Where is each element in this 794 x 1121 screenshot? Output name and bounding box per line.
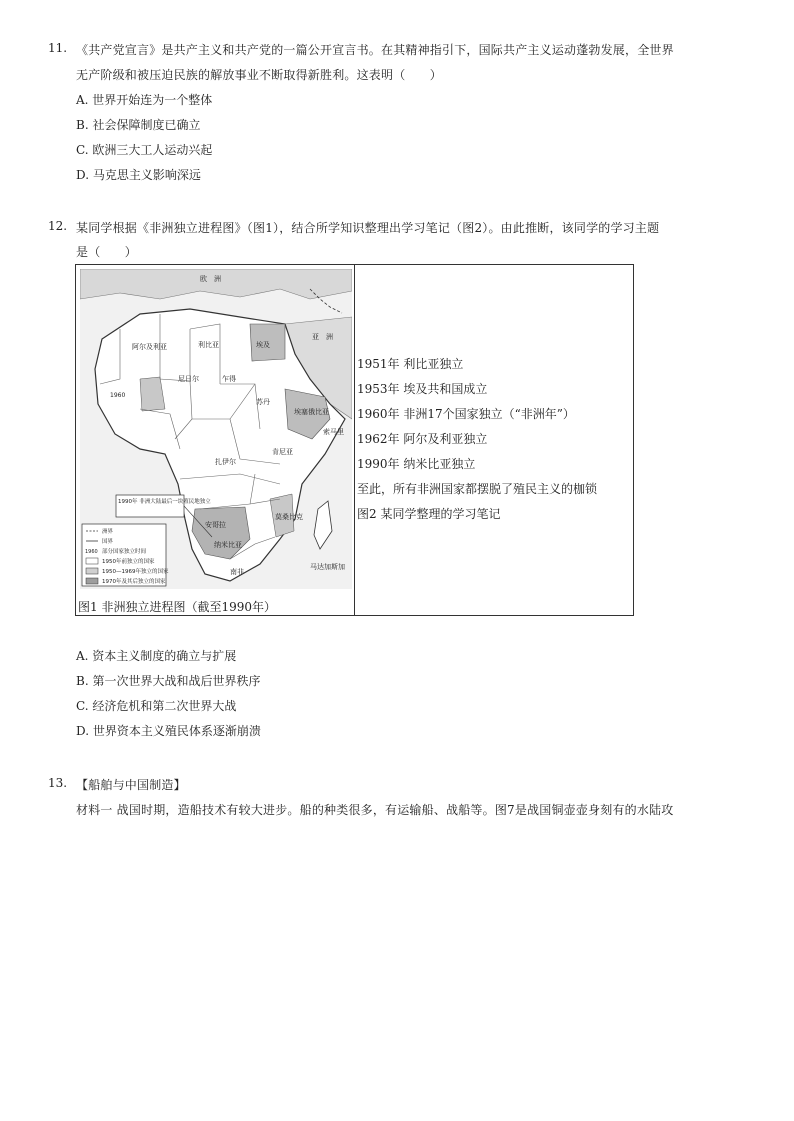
map-label-egypt: 埃及: [256, 341, 270, 349]
note-conclusion: 至此，所有非洲国家都摆脱了殖民主义的枷锁: [357, 482, 598, 496]
legend-1970s: 1970年及其后独立的国家: [102, 579, 166, 585]
option-b[interactable]: B. 社会保障制度已确立: [76, 118, 201, 132]
figure-2-caption: 图2 某同学整理的学习笔记: [357, 507, 501, 521]
figure-table: [75, 264, 634, 616]
option-a[interactable]: A. 世界开始连为一个整体: [76, 93, 213, 107]
map-callout: 1990年 非洲大陆最后一块殖民地独立: [118, 499, 211, 505]
figure-1-caption: 图1 非洲独立进程图（截至1990年）: [78, 600, 276, 614]
legend-year-sample: 1960: [85, 549, 98, 555]
map-label-niger: 尼日尔: [178, 375, 199, 383]
question-stem-line-1: 某同学根据《非洲独立进程图》（图1），结合所学知识整理出学习笔记（图2）。由此推断，该同学的学习主题: [76, 221, 660, 235]
question-title: 【船舶与中国制造】: [76, 778, 186, 792]
map-label-year: 1960: [110, 392, 126, 399]
question-number: 13.: [48, 776, 68, 790]
legend-independence-time: 部分国家独立时间: [102, 549, 147, 555]
map-label-madagascar: 马达加斯加: [310, 563, 345, 571]
question-stem-line-1: 《共产党宣言》是共产主义和共产党的一篇公开宣言书。在其精神指引下，国际共产主义运动蓬勃发展，全世界: [76, 43, 674, 57]
map-label-europe: 欧 洲: [200, 275, 221, 283]
map-label-mozambique: 莫桑比克: [275, 513, 303, 521]
table-divider: [354, 265, 355, 615]
material-1-line: 材料一 战国时期，造船技术有较大进步。船的种类很多，有运输船、战船等。图7是战国铜壶壶身刻有的水陆攻: [76, 803, 674, 817]
map-label-zaire: 扎伊尔: [215, 458, 236, 466]
map-label-sudan: 苏丹: [256, 398, 270, 406]
option-d[interactable]: D. 世界资本主义殖民体系逐渐崩溃: [76, 724, 261, 738]
option-d[interactable]: D. 马克思主义影响深远: [76, 168, 201, 182]
note-1962: 1962年 阿尔及利亚独立: [357, 432, 488, 446]
option-c[interactable]: C. 欧洲三大工人运动兴起: [76, 143, 213, 157]
question-stem-line-2: 是（ ）: [76, 245, 138, 259]
note-1953: 1953年 埃及共和国成立: [357, 382, 488, 396]
legend-pre-1950: 1950年前独立的国家: [102, 559, 155, 565]
map-label-chad: 乍得: [222, 375, 236, 383]
question-number: 12.: [48, 219, 68, 233]
map-label-asia: 亚 洲: [312, 333, 333, 341]
note-1990: 1990年 纳米比亚独立: [357, 457, 476, 471]
legend-1950s: 1950—1969年独立的国家: [102, 569, 169, 575]
map-label-algeria: 阿尔及利亚: [132, 343, 167, 351]
option-c[interactable]: C. 经济危机和第二次世界大战: [76, 699, 237, 713]
note-1951: 1951年 利比亚独立: [357, 357, 464, 371]
note-1960: 1960年 非洲17个国家独立（“非洲年”）: [357, 407, 575, 421]
study-notes: [357, 357, 597, 532]
map-label-somalia: 索马里: [323, 428, 344, 436]
question-number: 11.: [48, 41, 68, 55]
map-label-kenya: 肯尼亚: [272, 448, 293, 456]
africa-map-figure: [80, 269, 352, 589]
map-label-ethiopia: 埃塞俄比亚: [294, 408, 329, 416]
option-a[interactable]: A. 资本主义制度的确立与扩展: [76, 649, 237, 663]
map-label-angola: 安哥拉: [205, 521, 226, 529]
map-label-south-africa: 南非: [230, 568, 244, 576]
legend-continental-border: 洲界: [102, 529, 114, 535]
map-label-libya: 利比亚: [198, 341, 219, 349]
legend-state-border: 国界: [102, 539, 114, 545]
question-stem-line-2: 无产阶级和被压迫民族的解放事业不断取得新胜利。这表明（ ）: [76, 68, 443, 82]
map-label-namibia: 纳米比亚: [214, 541, 242, 549]
option-b[interactable]: B. 第一次世界大战和战后世界秩序: [76, 674, 261, 688]
